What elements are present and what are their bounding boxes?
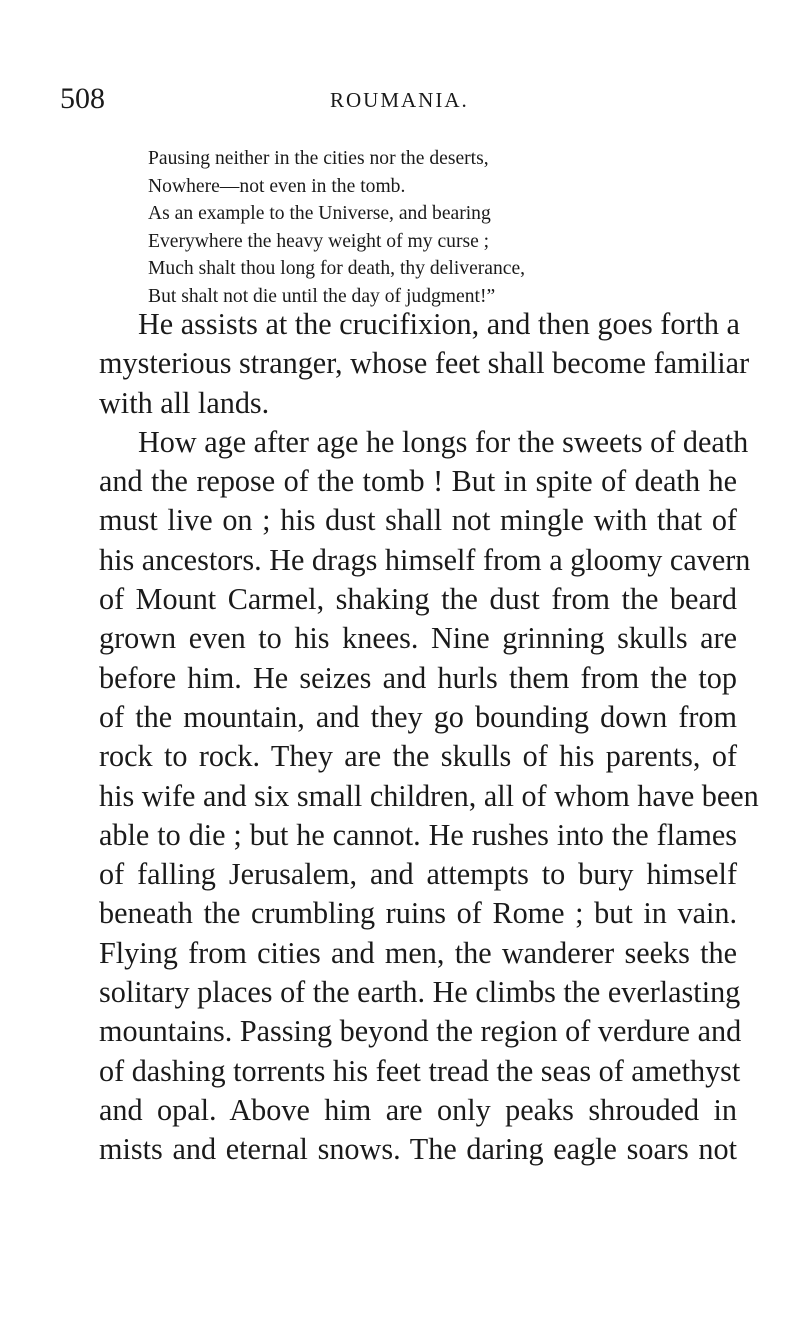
text-line: mysterious stranger, whose feet shall become familiar: [99, 346, 750, 381]
running-title: ROUMANIA.: [330, 88, 469, 112]
verse-line: But shalt not die until the day of judgment!”: [148, 285, 496, 307]
text-line: must live on ; his dust shall not mingle with that of: [99, 503, 737, 538]
paragraph: [60, 423, 759, 1170]
text-line: solitary places of the earth. He climbs the everlasting: [99, 975, 741, 1010]
text-line: mountains. Passing beyond the region of verdure and: [99, 1014, 742, 1049]
verse-line: Everywhere the heavy weight of my curse ;: [148, 230, 490, 252]
text-line: of dashing torrents his feet tread the seas of amethyst: [99, 1053, 741, 1088]
text-line: and opal. Above him are only peaks shrouded in: [99, 1092, 737, 1127]
running-head: [60, 82, 760, 118]
paragraph: [60, 305, 750, 423]
verse-line: Pausing neither in the cities nor the deserts,: [148, 148, 489, 169]
text-line: grown even to his knees. Nine grinning skulls are: [99, 621, 737, 656]
text-line: of the mountain, and they go bounding down from: [99, 699, 737, 734]
text-line: his ancestors. He drags himself from a gloomy cavern: [99, 542, 751, 577]
page-number: 508: [60, 82, 105, 115]
text-line: and the repose of the tomb ! But in spite of death he: [99, 464, 737, 499]
text-line: of Mount Carmel, shaking the dust from the beard: [99, 582, 737, 617]
text-line: How age after age he longs for the sweets of death: [138, 424, 749, 459]
verse-quotation: [148, 145, 748, 311]
text-line: Flying from cities and men, the wanderer seeks the: [99, 935, 737, 970]
verse-line: Much shalt thou long for death, thy deliverance,: [148, 258, 526, 280]
text-line: of falling Jerusalem, and attempts to bury himself: [99, 857, 737, 892]
text-line: beneath the crumbling ruins of Rome ; but in vain.: [99, 896, 737, 931]
verse-line: Nowhere—not even in the tomb.: [148, 175, 406, 197]
text-line: his wife and six small children, all of whom have been: [99, 778, 759, 813]
verse-line: As an example to the Universe, and bearing: [148, 203, 491, 225]
text-line: before him. He seizes and hurls them from the top: [99, 660, 737, 695]
text-line: rock to rock. They are the skulls of his parents, of: [99, 739, 737, 774]
body-text: [60, 305, 759, 1170]
text-line: with all lands.: [99, 385, 270, 420]
text-line: able to die ; but he cannot. He rushes into the flames: [99, 817, 737, 852]
text-line: He assists at the crucifixion, and then goes forth a: [138, 307, 740, 341]
text-line: mists and eternal snows. The daring eagle soars not: [99, 1132, 737, 1167]
